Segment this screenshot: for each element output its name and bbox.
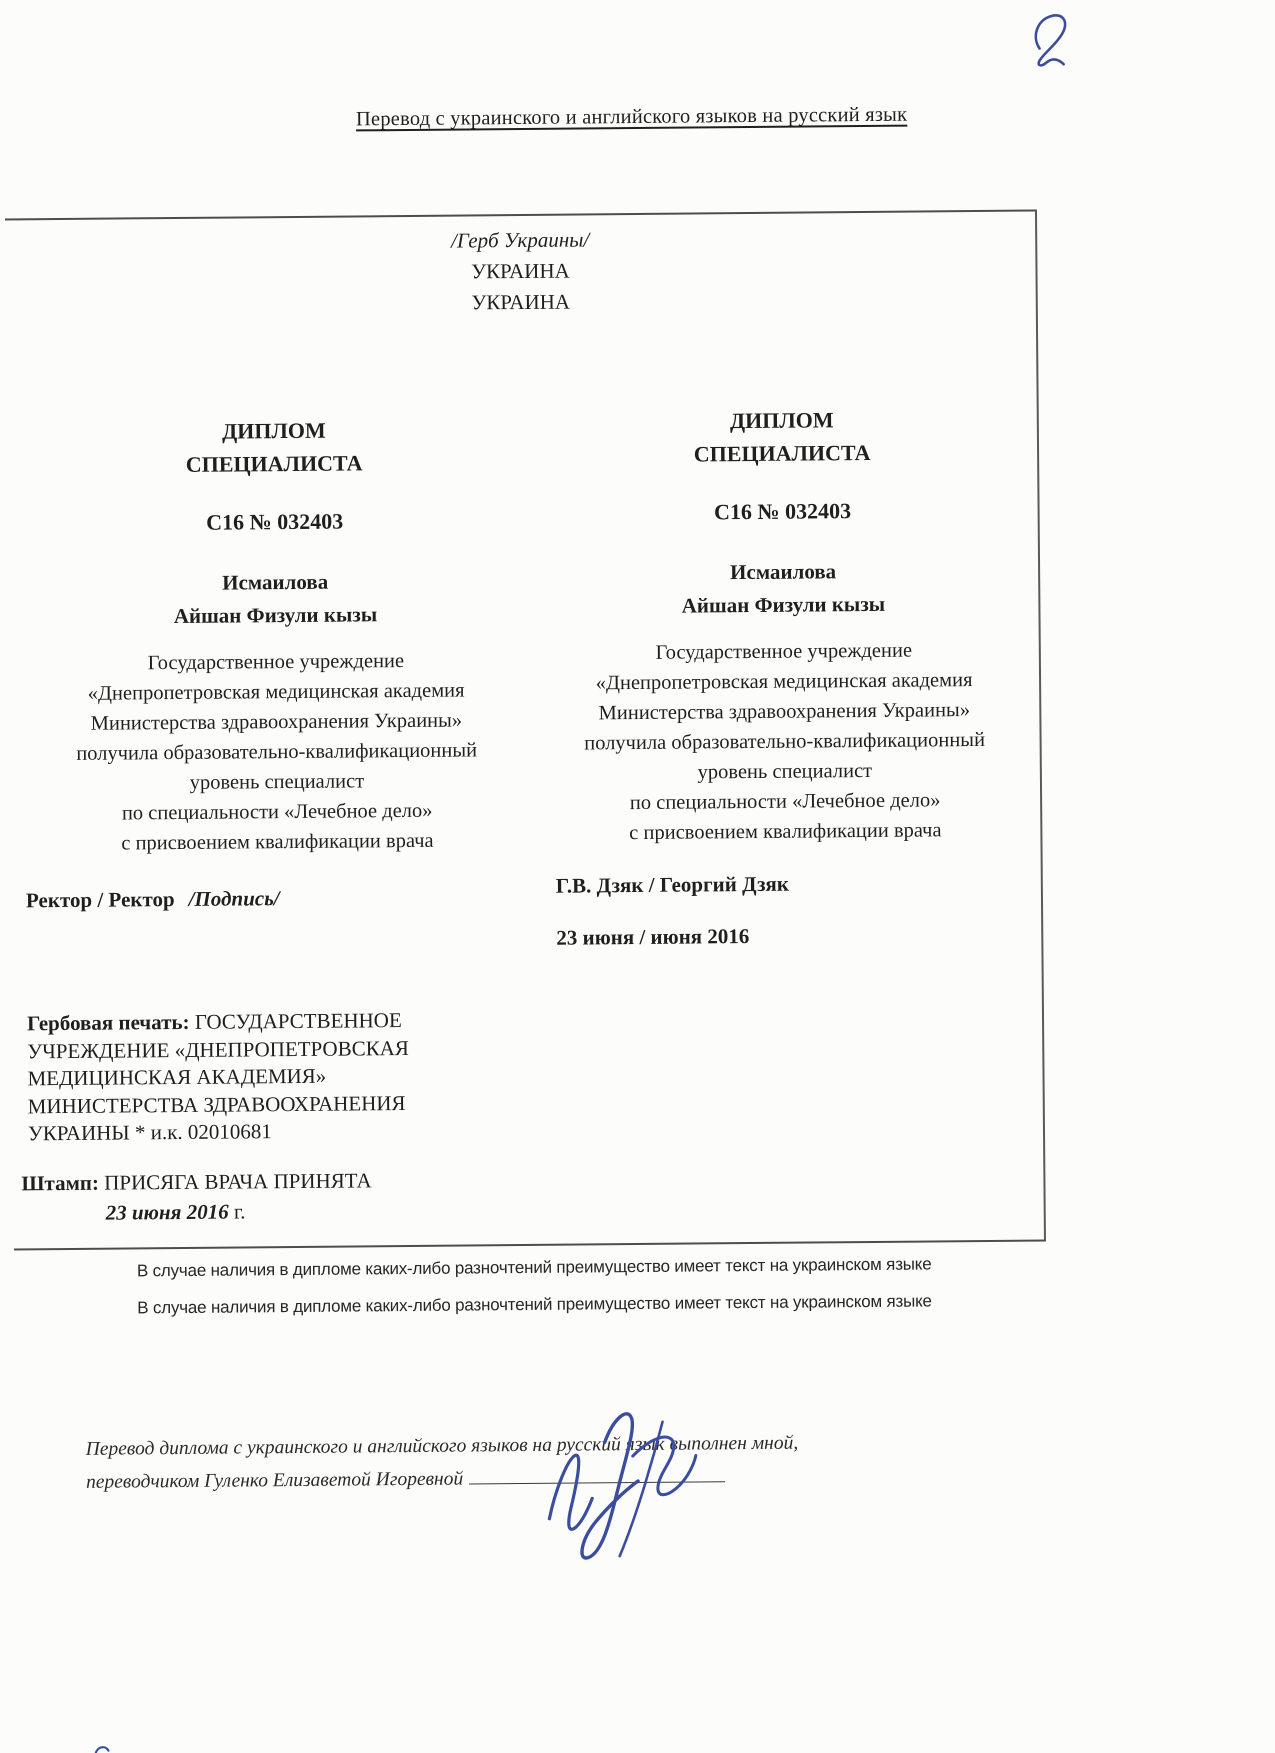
body-line: получила образовательно-квалификационный <box>76 739 478 765</box>
holder-name-right <box>533 554 1034 624</box>
series-number-left: С16 № 032403 <box>206 508 344 535</box>
body-line: получила образовательно-квалификационный <box>584 728 986 755</box>
doc-title-right-line2: СПЕЦИАЛИСТА <box>693 439 871 467</box>
diploma-body-right <box>534 635 1036 849</box>
disclaimer-line2: В случае наличия в дипломе каких-либо разночтений преимущество имеет текст на украинском языке <box>137 1291 932 1318</box>
body-line: уровень специалист <box>189 770 365 794</box>
coat-of-arms-block <box>5 221 1036 323</box>
translation-header <box>0 100 1269 134</box>
translator-line1: Перевод диплома с украинского и английского языков на русский язык выполнен мной, <box>85 1432 799 1460</box>
stamp-line2 <box>106 1195 373 1227</box>
issue-date: 23 июня / июня 2016 <box>556 924 750 950</box>
doc-title-left-line1: ДИПЛОМ <box>221 417 326 444</box>
diploma-column-left <box>24 412 528 859</box>
stamp-label: Штамп: <box>21 1170 100 1196</box>
series-number-right: С16 № 032403 <box>713 498 852 525</box>
doc-title-right-line1: ДИПЛОМ <box>729 407 834 434</box>
body-line: Министерства здравоохранения Украины» <box>598 699 971 725</box>
seal-label: Гербовая печать: <box>26 1009 190 1036</box>
holder-name-left <box>25 564 526 634</box>
translator-name-text: переводчиком Гуленко Елизаветой Игоревной <box>85 1468 464 1493</box>
ink-speck-icon <box>92 1743 112 1753</box>
holder-given-name-left: Айшан Физули кызы <box>173 602 378 629</box>
stamp-date: 23 июня 2016 <box>105 1199 229 1225</box>
language-priority-disclaimer <box>4 1244 1065 1327</box>
signature-line <box>469 1467 725 1484</box>
body-line: «Днепропетровская медицинская академия <box>87 679 465 705</box>
diploma-column-right <box>532 402 1036 849</box>
seal-text: ГОСУДАРСТВЕННОЕ УЧРЕЖДЕНИЕ «ДНЕПРОПЕТРОВСКАЯ МЕДИЦИНСКАЯ АКАДЕМИЯ» МИНИСТЕРСТВА ЗДРАВООХРАНЕНИЯ УКРАИНЫ * и.к. 02010681 <box>27 1008 409 1146</box>
rector-signature-line <box>26 886 280 913</box>
stamp-text: ПРИСЯГА ВРАЧА ПРИНЯТА <box>104 1168 372 1195</box>
disclaimer-line1: В случае наличия в дипломе каких-либо разночтений преимущество имеет текст на украинском языке <box>136 1254 932 1281</box>
doc-title-right <box>532 402 1033 472</box>
body-line: уровень специалист <box>697 759 873 784</box>
body-line: с присвоением квалификации врача <box>629 819 942 845</box>
signature-placeholder-note: /Подпись/ <box>188 886 280 911</box>
translator-certification <box>86 1425 987 1499</box>
translation-header-text: Перевод с украинского и английского языков на русский язык <box>355 103 908 131</box>
diploma-body-left <box>26 645 528 859</box>
body-line: «Днепропетровская медицинская академия <box>595 669 973 695</box>
coat-of-arms-note: /Герб Украины/ <box>450 227 590 253</box>
handwritten-page-number-icon <box>1029 8 1074 72</box>
holder-surname-right: Исмаилова <box>729 559 837 585</box>
body-line: по специальности «Лечебное дело» <box>629 789 941 815</box>
country-name-line2: УКРАИНА <box>471 289 571 315</box>
officials-block <box>556 872 790 951</box>
rector-label: Ректор / Ректор <box>25 887 175 913</box>
doc-title-left-line2: СПЕЦИАЛИСТА <box>185 450 363 477</box>
seal-description <box>27 1006 494 1148</box>
rector-name: Г.В. Дзяк / Георгий Дзяк <box>555 871 790 898</box>
body-line: с присвоением квалификации врача <box>121 829 434 855</box>
doc-title-left <box>24 412 525 482</box>
body-line: Государственное учреждение <box>655 639 913 664</box>
holder-given-name-right: Айшан Физули кызы <box>681 591 886 618</box>
diploma-translation-box <box>5 209 1046 1250</box>
stamp-description <box>21 1165 372 1228</box>
body-line: Государственное учреждение <box>147 650 405 675</box>
holder-surname-left: Исмаилова <box>222 569 329 595</box>
stamp-line1 <box>21 1165 371 1198</box>
body-line: по специальности «Лечебное дело» <box>121 799 433 825</box>
stamp-date-suffix: г. <box>233 1199 246 1224</box>
translator-line2 <box>86 1458 986 1499</box>
country-name-line1: УКРАИНА <box>471 258 570 284</box>
body-line: Министерства здравоохранения Украины» <box>90 709 463 735</box>
